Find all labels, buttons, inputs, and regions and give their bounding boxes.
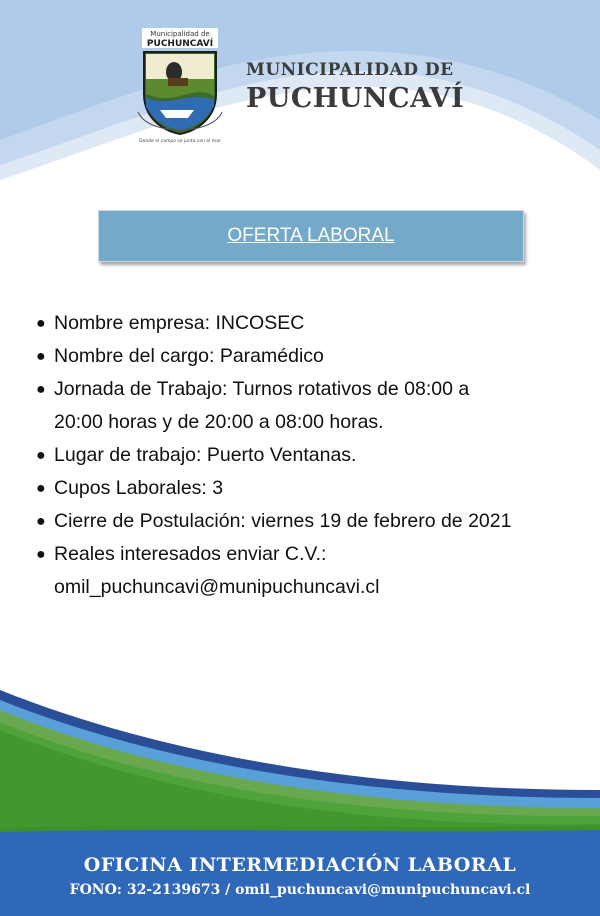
- detail-contact: [36, 538, 591, 604]
- logo-name-text: PUCHUNCAVÍ: [146, 39, 214, 49]
- municipality-name: [246, 62, 464, 112]
- detail-schedule: [36, 373, 591, 439]
- detail-deadline: [36, 505, 591, 538]
- bullet-icon: ●: [36, 480, 46, 497]
- bullet-icon: ●: [36, 513, 46, 530]
- detail-position: [36, 340, 591, 373]
- detail-openings: [36, 472, 591, 505]
- detail-text: Reales interesados enviar C.V.:: [54, 543, 327, 565]
- job-offer-banner: [98, 210, 524, 262]
- detail-text: Nombre del cargo: Paramédico: [54, 345, 324, 367]
- bullet-icon: ●: [36, 348, 46, 365]
- detail-text: Nombre empresa: INCOSEC: [54, 312, 305, 334]
- bullet-icon: ●: [36, 315, 46, 332]
- bullet-icon: ●: [36, 546, 46, 563]
- footer-background: [0, 680, 600, 916]
- detail-text: Lugar de trabajo: Puerto Ventanas.: [54, 444, 357, 466]
- logo-top-text: Municipalidad de: [150, 30, 210, 38]
- detail-text-continued: 20:00 horas y de 20:00 a 08:00 horas.: [54, 411, 384, 433]
- bullet-icon: ●: [36, 447, 46, 464]
- footer-office: OFICINA INTERMEDIACIÓN LABORAL: [83, 854, 517, 876]
- municipality-logo: [134, 24, 226, 148]
- bullet-icon: ●: [36, 381, 46, 398]
- banner-title: OFERTA LABORAL: [227, 225, 395, 246]
- contact-email[interactable]: omil_puchuncavi@munipuchuncavi.cl: [54, 576, 380, 598]
- detail-company: [36, 307, 591, 340]
- detail-location: [36, 439, 591, 472]
- logo-ring-text: Donde el campo se junta con el mar: [139, 139, 221, 144]
- brand-line-1: MUNICIPALIDAD DE: [246, 60, 454, 80]
- brand-line-2: PUCHUNCAVÍ: [246, 83, 465, 114]
- job-details-list: [36, 307, 591, 604]
- detail-text: Jornada de Trabajo: Turnos rotativos de 08:00 a: [54, 378, 470, 400]
- detail-text: Cierre de Postulación: viernes 19 de febrero de 2021: [54, 510, 512, 532]
- detail-text: Cupos Laborales: 3: [54, 477, 224, 499]
- footer-contact: FONO: 32-2139673 / omil_puchuncavi@munipuchuncavi.cl: [69, 882, 531, 898]
